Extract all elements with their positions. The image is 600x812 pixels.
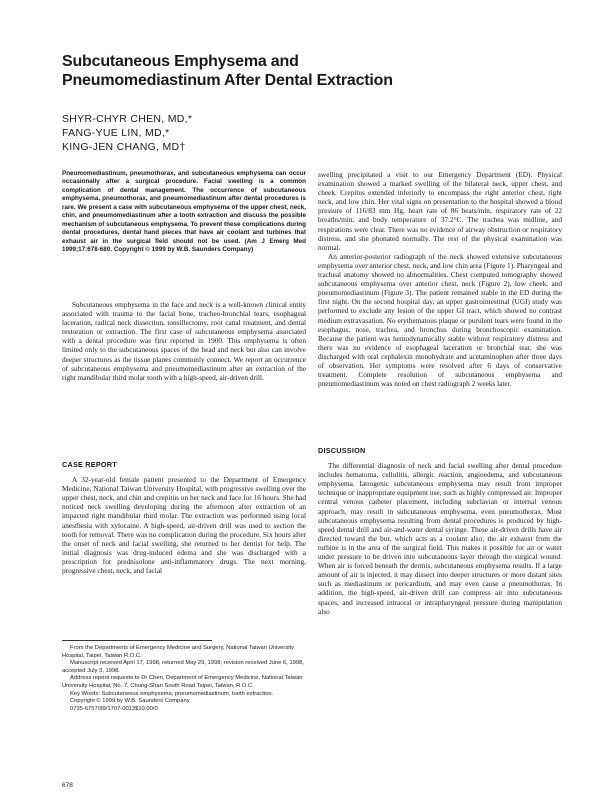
author-3: KING-JEN CHANG, MD† <box>62 141 186 153</box>
case-report-paragraph: A 32-year-old female patient presented to the Department of Emergency Medicine, National Taiwan University Hospital, with progressive swelling over the upper chest, neck, and chin and crepitus on her neck and face for 16 hours. She had noticed neck swelling developing during the afternoon after extraction of an impacted right mandibular third molar. The extraction was performed using local anesthesia with xylocaine. A high-speed, air-driven drill was used to section the tooth for removal. There was no complication during the procedure. Six hours after the onset of neck and facial swelling, she returned to her dentist for help. The initial diagnosis was drug-induced edema and she was discharged with a prescription for prednisolone anti-inflammatory drugs. The next morning, progressive chest, neck, and facial <box>62 475 306 576</box>
discussion-heading: DISCUSSION <box>318 446 366 455</box>
title-line-2: Pneumomediastinum After Dental Extraction <box>62 72 393 89</box>
case-report-continued <box>318 170 562 388</box>
footnotes <box>62 645 306 713</box>
introduction-paragraph: Subcutaneous emphysema in the face and neck is a well-known clinical entity associated with trauma to the facial bone, tracheo-bronchial tears, esophageal laceration, radical neck dissection, tonsillectomy, root canal treatment, and dental restoration or extraction. The first case of subcutaneous emphysema associated with a dental procedure was first reported in 1900. This emphysema is often limited only to the subcutaneous spaces of the head and neck but also can involve deeper structures as the tissue planes commonly connect. We report an occurrence of subcutaneous emphysema and pneumomediastinum after an extraction of the right mandibular third molar tooth with a high-speed, air-driven drill. <box>62 300 306 382</box>
introduction-section <box>62 300 306 382</box>
case-report-heading: CASE REPORT <box>62 460 117 469</box>
discussion-section <box>318 446 562 616</box>
article-title <box>62 52 542 90</box>
footnote-divider <box>62 640 212 641</box>
footnote-issn: 0735-6757/99/1707-0013$10.00/0 <box>70 705 158 712</box>
footnote-reprints: Address reprint requests to Dr Chen, Department of Emergency Medicine, National Taiwan University Hospital, No. 7, Chung-Shan South Road Taipei, Taiwan, R.O.C. <box>62 675 303 689</box>
footnote-received: Manuscript received April 17, 1998, returned May 29, 1998; revision received June 6, 1998, accepted July 3, 1998. <box>62 660 304 674</box>
discussion-paragraph: The differential diagnosis of neck and facial swelling after dental procedure includes hematoma, cellulitis, allergic reaction, angioedema, and subcutaneous emphysema. Iatrogenic subcutaneous emphysema may result from improper technique or inappropriate equipment use, such as highly compressed air. Improper central venous catheter placement, including subclavian or internal venous approach, may result in subcutaneous emphysema, even pneumothorax. Most subcutaneous emphysema resulting from dental procedures is produced by high-speed dental drill and air-and-water dental syringe. These air-driven drills have air directed toward the bur, which acts as a coolant also; the air exhaust from the turbine is in the area of the surgical field. This makes it possible for air or water under pressure to be driven into subcutaneous layer through the surgical wound. When air is forced beneath the dermis, subcutaneous emphysema results. If a large amount of air is injected, it may dissect into deeper structures or more distant sites such as mediastinum or pericardium, and may even cause a pneumothorax. In addition, the high-speed, air-driven drill can compress air into subcutaneous spaces, and increased intraoral or intrapharyngeal pressure during manipulation also <box>318 461 562 616</box>
case-continued-paragraph: swelling precipitated a visit to our Emergency Department (ED). Physical examination showed a marked swelling of the bilateral neck, upper chest, and cheek. Crepitus extended inferiorly to encompass the right anterior chest, right neck, and low chin. Her vital signs on presentation to the hospital showed a blood pressure of 116/83 mm Hg, heart rate of 86 beats/min, respiratory rate of 22 breaths/min, and body temperature of 37.2°C. The trachea was midline, and respirations were clear. There was no evidence of airway obstruction or respiratory distress, and she phonated normally. The rest of the physical examination was normal. <box>318 170 562 252</box>
case-imaging-paragraph: An anterior-posterior radiograph of the neck showed extensive subcutaneous emphysema over anterior chest, neck, and low chin area (Figure 1). Pharyngeal and tracheal anatomy showed no abnormalities. Chest computed tomography showed subcutaneous emphysema over anterior chest, neck (Figure 2), low cheek, and pneumomediastinum (Figure 3). The patient remained stable in the ED during the first night. On the second hospital day, an upper gastrointestinal (UGI) study was performed to exclude any lesion of the upper GI tract, which showed no contrast medium extravasation. No erythematous plaque or purulent tears were found in the esophagus, nose, trachea, and bronchus during bronchoscopic examination. Because the patient was hemodynamically stable without respiratory distress and there was no evidence of esophageal laceration or bronchial tear, she was discharged with oral cephalexin monohydrate and acetaminophen after three days of observation. Her symptoms were resolved after 6 days of conservative treatment. Complete resolution of subcutaneous emphysema and pneumomediastinum was noted on chest radiograph 2 weeks later. <box>318 251 562 389</box>
title-line-1: Subcutaneous Emphysema and <box>62 53 299 70</box>
page-number: 678 <box>62 782 73 789</box>
author-1: SHYR-CHYR CHEN, MD,* <box>62 113 193 125</box>
author-list <box>62 112 192 154</box>
footnote-affiliation: From the Departments of Emergency Medicine and Surgery, National Taiwan University Hospital, Taipei, Taiwan R.O.C. <box>62 645 295 659</box>
author-2: FANG-YUE LIN, MD,* <box>62 127 170 139</box>
abstract: Pneumomediastinum, pneumothorax, and subcutaneous emphysema can occur occasionally after a surgical procedure. Facial swelling is a common complication of dental management. The occurrence of subcutaneous emphysema, pneumothorax, and pneumomediastinum after dental procedures is rare. We present a case with subcutaneous emphysema of the upper chest, neck, chin, and pneumomediastinum after a tooth extraction and discuss the possible mechanism of subcutaneous emphysema. To prevent these complications during dental procedures, dental hand pieces that have air coolant and turbines that exhaust air in the surgical field should not be used. (Am J Emerg Med 1999;17:678-680. Copyright © 1999 by W.B. Saunders Company) <box>62 170 306 254</box>
case-report-section <box>62 460 306 575</box>
footnote-copyright: Copyright © 1999 by W.B. Saunders Company <box>70 698 190 705</box>
footnote-keywords: Key Words: Subcutaneous emphysema, pneumomediastinum, tooth extraction. <box>70 690 274 697</box>
